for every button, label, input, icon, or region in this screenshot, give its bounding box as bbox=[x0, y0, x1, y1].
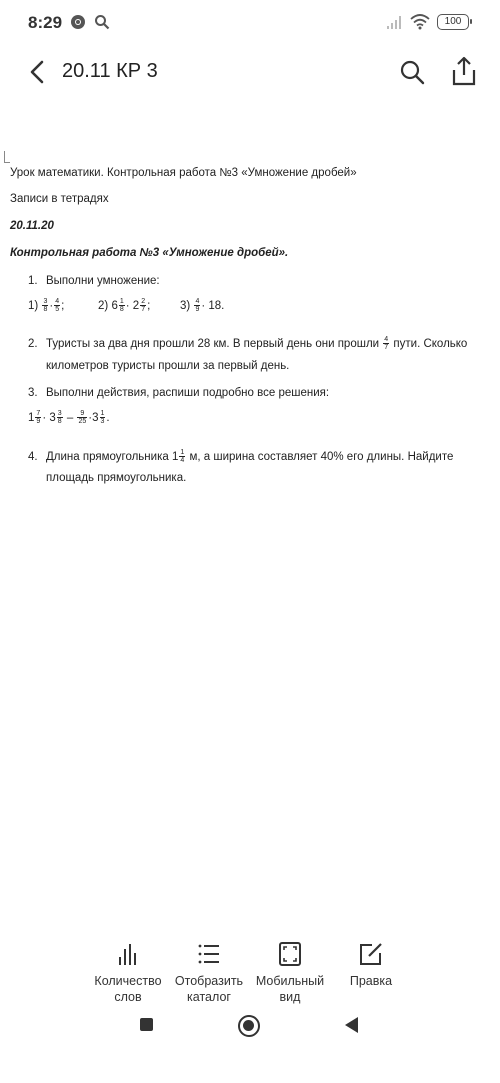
edit-button[interactable] bbox=[330, 935, 412, 989]
bottom-toolbar bbox=[0, 935, 500, 1010]
task-text: Длина прямоугольника 1 $\frac{1}{4}$ м, а ширина составляет 40% его длины. Найдите bbox=[46, 449, 454, 465]
title-bar bbox=[0, 50, 500, 94]
edit-icon bbox=[358, 941, 384, 967]
status-time: 8:29 bbox=[28, 13, 63, 32]
word-count-button[interactable] bbox=[87, 935, 169, 1005]
signal-icon bbox=[386, 14, 404, 30]
wifi-icon bbox=[410, 14, 430, 30]
example-3: 3) $\frac{4}{9}$ · 18. bbox=[180, 298, 225, 314]
show-catalog-button[interactable] bbox=[168, 935, 250, 1005]
chrome-icon bbox=[70, 14, 86, 30]
fraction: $\frac{2}{7}$ bbox=[141, 298, 146, 314]
status-bar bbox=[0, 0, 500, 44]
expression: 1 $\frac{7}{9}$ · 3 $\frac{3}{8}$ – $\frac{9}{25}$ ·3 $\frac{1}{3}$ . bbox=[28, 410, 110, 426]
example-label: 1) bbox=[28, 300, 39, 312]
task-text: Выполни умножение: bbox=[46, 275, 160, 287]
task-text-continued: километров туристы прошли за первый день. bbox=[46, 360, 290, 372]
example-2: 2) 6 $\frac{1}{8}$ · 2 $\frac{2}{7}$ ; bbox=[98, 298, 151, 314]
task-text-continued: площадь прямоугольника. bbox=[46, 472, 187, 484]
bar-chart-icon bbox=[115, 941, 141, 967]
task-number: 2. bbox=[28, 338, 38, 350]
example-label: 2) bbox=[98, 300, 109, 312]
mobile-view-button[interactable] bbox=[249, 935, 331, 1005]
word-count-label: Количество слов bbox=[94, 974, 162, 1004]
task-text: Туристы за два дня прошли 28 км. В первый день они прошли $\frac{4}{7}$ пути. Сколько bbox=[46, 336, 468, 352]
example-label: 3) bbox=[180, 300, 191, 312]
task-number: 1. bbox=[28, 275, 38, 287]
lesson-line: Урок математики. Контрольная работа №3 «Умножение дробей» bbox=[10, 167, 357, 179]
battery-icon bbox=[437, 14, 469, 30]
recent-apps-icon[interactable] bbox=[140, 1018, 153, 1031]
fraction: $\frac{4}{5}$ bbox=[55, 298, 60, 314]
show-catalog-label: Отобразить каталог bbox=[174, 974, 244, 1004]
notebook-line: Записи в тетрадях bbox=[10, 193, 109, 205]
fraction: $\frac{4}{7}$ bbox=[384, 336, 389, 352]
system-nav-bar bbox=[0, 1010, 500, 1083]
edit-label: Правка bbox=[349, 974, 393, 988]
task-text: Выполни действия, распиши подробно все решения: bbox=[46, 387, 330, 399]
search-icon bbox=[94, 14, 110, 30]
example-1: 1) $\frac{3}{8}$ · $\frac{4}{5}$ ; bbox=[28, 298, 65, 314]
fraction: $\frac{1}{8}$ bbox=[119, 298, 124, 314]
test-heading: Контрольная работа №3 «Умножение дробей». bbox=[10, 247, 289, 259]
share-icon[interactable] bbox=[450, 56, 478, 86]
fraction: $\frac{4}{9}$ bbox=[195, 298, 200, 314]
list-icon bbox=[196, 941, 222, 967]
search-icon[interactable] bbox=[398, 58, 426, 86]
fraction: $\frac{1}{4}$ bbox=[180, 449, 185, 465]
nav-back-icon[interactable] bbox=[345, 1017, 358, 1033]
date-line: 20.11.20 bbox=[10, 220, 54, 232]
battery-level: 100 bbox=[444, 16, 462, 27]
fraction: $\frac{3}{8}$ bbox=[43, 298, 48, 314]
home-icon[interactable] bbox=[238, 1015, 260, 1037]
fraction: $\frac{9}{25}$ bbox=[78, 410, 87, 426]
task-number: 4. bbox=[28, 451, 38, 463]
text-cursor-mark bbox=[4, 151, 10, 163]
fraction: $\frac{7}{9}$ bbox=[36, 410, 41, 426]
back-arrow-icon[interactable] bbox=[24, 58, 52, 86]
fraction: $\frac{1}{3}$ bbox=[100, 410, 105, 426]
fraction: $\frac{3}{8}$ bbox=[57, 410, 62, 426]
task-number: 3. bbox=[28, 387, 38, 399]
mobile-view-label: Мобильный вид bbox=[255, 974, 325, 1004]
document-title: 20.11 КР 3 bbox=[62, 60, 158, 82]
mobile-view-icon bbox=[277, 941, 303, 967]
